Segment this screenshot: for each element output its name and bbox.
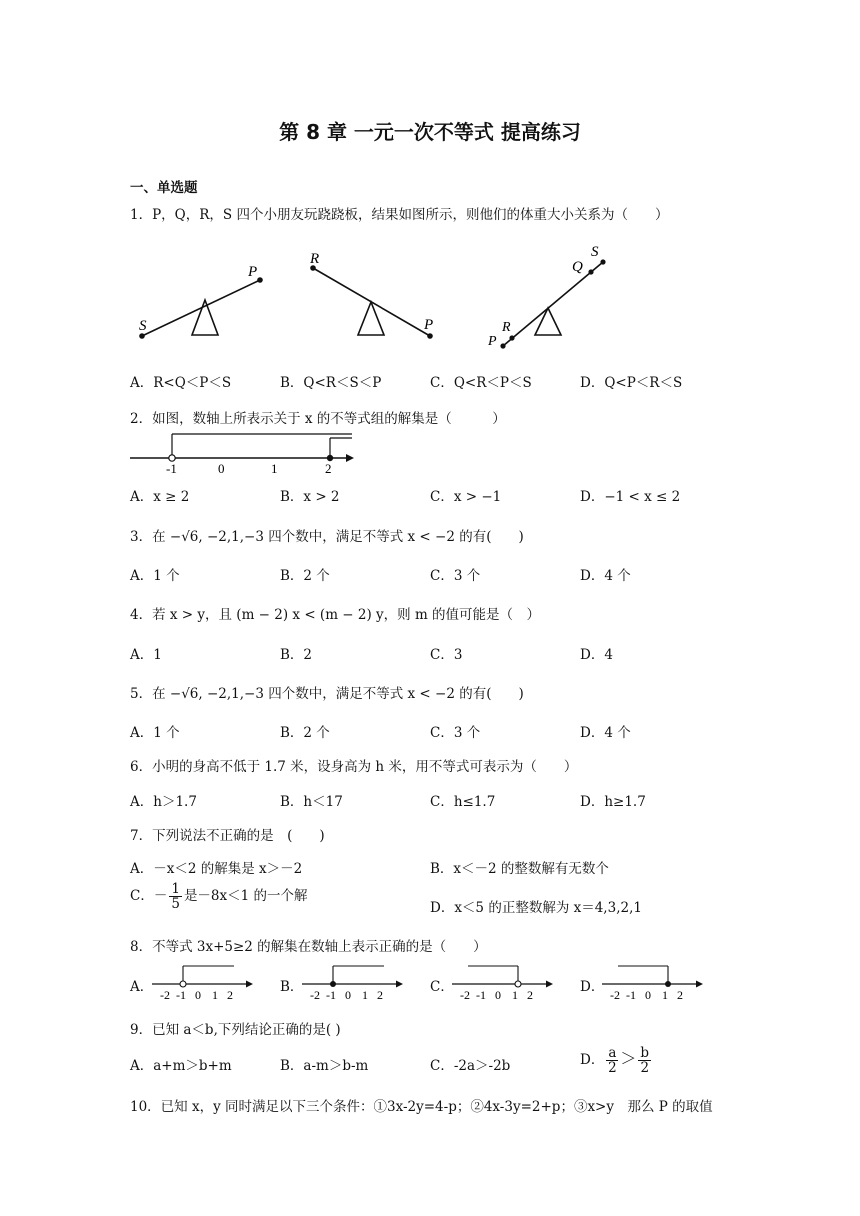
svg-text:2: 2 — [527, 988, 533, 1002]
label-q: Q — [572, 259, 583, 275]
section-heading: 一、单选题 — [130, 180, 198, 196]
q8-option-d-letter: D． — [580, 979, 605, 995]
q4-option-d: D．4 — [580, 647, 613, 663]
svg-text:1: 1 — [662, 988, 668, 1002]
svg-text:-2: -2 — [610, 988, 620, 1002]
q9-option-d: D． $\frac{a}{2}$ ＞ $\frac{b}{2}$ — [580, 1045, 650, 1077]
label-p: P — [248, 264, 258, 280]
seesaw-figures — [125, 238, 625, 353]
q4-option-c: C．3 — [430, 647, 463, 663]
question-5-stem: 5．在 −√6, −2,1,−3 四个数中，满足不等式 x < −2 的有( ) — [130, 686, 524, 702]
q8-option-c-letter: C． — [430, 979, 454, 995]
q7-option-c: C．－ $\frac{1}{5}$ 是－8x＜1 的一个解 — [130, 881, 308, 913]
question-7-stem: 7．下列说法不正确的是 ( ) — [130, 828, 325, 844]
q3-option-d: D．4 个 — [580, 568, 631, 584]
q7-option-d: D．x＜5 的正整数解为 x＝4,3,2,1 — [430, 900, 642, 916]
label-s: S — [139, 318, 147, 334]
q8-option-a-letter: A． — [130, 979, 154, 995]
question-8-stem: 8．不等式 3x+5≥2 的解集在数轴上表示正确的是（ ） — [130, 939, 487, 955]
q3-option-c: C．3 个 — [430, 568, 481, 584]
svg-text:-1: -1 — [626, 988, 636, 1002]
q6-option-d: D．h≥1.7 — [580, 794, 646, 810]
seesaw-figure-1 — [139, 264, 263, 339]
question-4-stem: 4．若 x > y，且 (m − 2) x < (m − 2) y，则 m 的值可能是（ ） — [130, 607, 541, 623]
q1-option-d: D．Q<P＜R＜S — [580, 375, 683, 391]
svg-text:-2: -2 — [310, 988, 320, 1002]
q2-option-d: D．−1 < x ≤ 2 — [580, 489, 681, 505]
q4-option-b: B．2 — [280, 647, 313, 663]
svg-text:-1: -1 — [176, 988, 186, 1002]
q7-option-a: A．－x＜2 的解集是 x＞－2 — [130, 861, 303, 877]
svg-text:0: 0 — [345, 988, 351, 1002]
question-6-stem: 6．小明的身高不低于 1.7 米，设身高为 h 米，用不等式可表示为（ ） — [130, 759, 578, 775]
svg-text:1: 1 — [212, 988, 218, 1002]
q1-option-b: B．Q<R＜S＜P — [280, 375, 382, 391]
label-s: S — [591, 244, 599, 260]
q3-option-a: A．1 个 — [130, 568, 180, 584]
label-p: P — [488, 334, 497, 349]
svg-text:-1: -1 — [326, 988, 336, 1002]
q5-option-d: D．4 个 — [580, 725, 631, 741]
question-2-stem: 2．如图，数轴上所表示关于 x 的不等式组的解集是（ ） — [130, 411, 506, 427]
number-line-q8-d — [600, 962, 705, 1002]
q8-option-b-letter: B． — [280, 979, 304, 995]
question-10-stem: 10．已知 x，y 同时满足以下三个条件：①3x-2y=4-p；②4x-3y=2+p；③x>y 那么 P 的取值 — [130, 1099, 713, 1115]
svg-text:2: 2 — [377, 988, 383, 1002]
tick-label: -1 — [166, 461, 177, 476]
label-p: P — [424, 317, 434, 333]
tick-label: 0 — [218, 461, 225, 476]
label-r: R — [310, 251, 320, 267]
svg-text:-1: -1 — [476, 988, 486, 1002]
seesaw-figure-2 — [309, 251, 433, 339]
q2-option-a: A．x ≥ 2 — [130, 489, 190, 505]
q4-option-a: A．1 — [130, 647, 162, 663]
svg-text:2: 2 — [227, 988, 233, 1002]
q5-option-b: B．2 个 — [280, 725, 330, 741]
q2-option-c: C．x > −1 — [430, 489, 502, 505]
svg-text:1: 1 — [512, 988, 518, 1002]
svg-text:0: 0 — [195, 988, 201, 1002]
q5-option-c: C．3 个 — [430, 725, 481, 741]
page-title: 第 8 章 一元一次不等式 提高练习 — [279, 120, 581, 144]
svg-text:-2: -2 — [160, 988, 170, 1002]
tick-label: 2 — [325, 461, 332, 476]
number-line-q2 — [128, 428, 358, 476]
q2-option-b: B．x > 2 — [280, 489, 340, 505]
q6-option-c: C．h≤1.7 — [430, 794, 496, 810]
q6-option-a: A．h＞1.7 — [130, 794, 197, 810]
tick-label: 1 — [271, 461, 278, 476]
q7-option-b: B．x＜－2 的整数解有无数个 — [430, 861, 609, 877]
question-3-stem: 3．在 −√6, −2,1,−3 四个数中，满足不等式 x < −2 的有( ) — [130, 529, 524, 545]
label-r: R — [502, 320, 511, 335]
number-line-q8-b — [300, 962, 405, 1002]
q9-option-c: C．-2a＞-2b — [430, 1058, 511, 1074]
q9-option-b: B．a-m＞b-m — [280, 1058, 369, 1074]
seesaw-figure-3 — [487, 244, 606, 349]
svg-text:-2: -2 — [460, 988, 470, 1002]
q1-option-a: A．R<Q＜P＜S — [130, 375, 232, 391]
svg-text:0: 0 — [495, 988, 501, 1002]
number-line-q8-a — [150, 962, 255, 1002]
q6-option-b: B．h＜17 — [280, 794, 343, 810]
question-9-stem: 9．已知 a＜b,下列结论正确的是( ) — [130, 1022, 341, 1038]
question-1-stem: 1．P，Q，R，S 四个小朋友玩跷跷板，结果如图所示，则他们的体重大小关系为（ ） — [130, 207, 669, 223]
svg-text:1: 1 — [362, 988, 368, 1002]
svg-text:2: 2 — [677, 988, 683, 1002]
q3-option-b: B．2 个 — [280, 568, 330, 584]
q1-option-c: C．Q<R＜P＜S — [430, 375, 532, 391]
number-line-q8-c — [450, 962, 555, 1002]
svg-text:0: 0 — [645, 988, 651, 1002]
q5-option-a: A．1 个 — [130, 725, 180, 741]
q9-option-a: A．a+m＞b+m — [130, 1058, 232, 1074]
